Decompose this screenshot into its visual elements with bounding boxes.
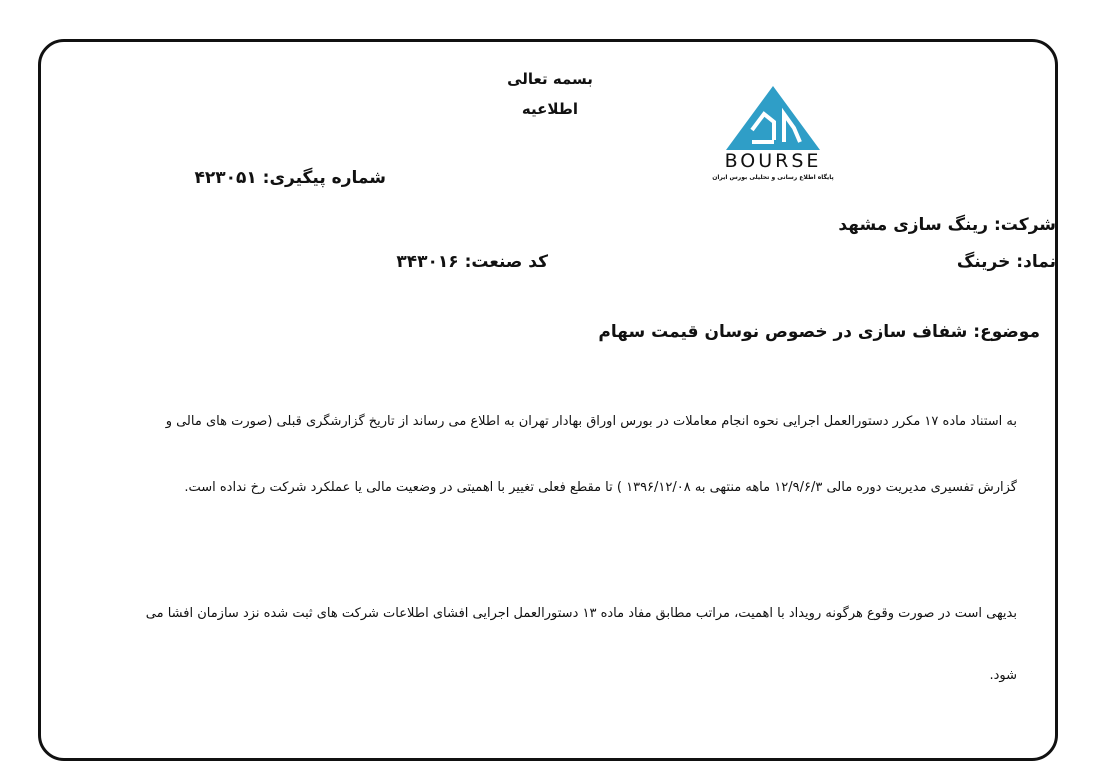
subject-line: موضوع: شفاف سازی در خصوص نوسان قیمت سهام	[598, 322, 1040, 342]
body-paragraph-1-line-1: به استناد ماده ۱۷ مکرر دستورالعمل اجرایی نحوه انجام معاملات در بورس اوراق بهادار تهران به اطلاع می رساند از تاریخ گزارشگری قبلی (صورت های مالی و	[165, 414, 1017, 429]
bourse-triangle-icon	[708, 84, 838, 150]
company-name: شرکت: رینگ سازی مشهد	[838, 215, 1056, 235]
industry-code: کد صنعت: ۳۴۳۰۱۶	[396, 252, 548, 272]
logo-caption: پایگاه اطلاع رسانی و تحلیلی بورس ایران	[712, 174, 834, 181]
document-frame	[38, 39, 1058, 761]
company-symbol: نماد: خرینگ	[956, 252, 1056, 272]
logo-wordmark: BOURSE	[724, 150, 822, 172]
bourse-logo	[708, 84, 838, 188]
basmala-heading: بسمه تعالی	[507, 70, 593, 88]
body-paragraph-2-line-2: شود.	[989, 668, 1017, 683]
notice-heading: اطلاعیه	[521, 100, 579, 118]
body-paragraph-2-line-1: بدیهی است در صورت وقوع هرگونه رویداد با اهمیت، مراتب مطابق مفاد ماده ۱۳ دستورالعمل اجرایی افشای اطلاعات شرکت های ثبت شده نزد سازمان افشا می	[145, 606, 1017, 621]
body-paragraph-1-line-2: گزارش تفسیری مدیریت دوره مالی ۱۲/۹/۶/۳ ماهه منتهی به ۱۳۹۶/۱۲/۰۸ ) تا مقطع فعلی تغییر با اهمیتی در وضعیت مالی یا عملکرد شرکت رخ نداده است.	[184, 480, 1017, 495]
tracking-number: شماره پیگیری: ۴۲۳۰۵۱	[194, 168, 386, 188]
